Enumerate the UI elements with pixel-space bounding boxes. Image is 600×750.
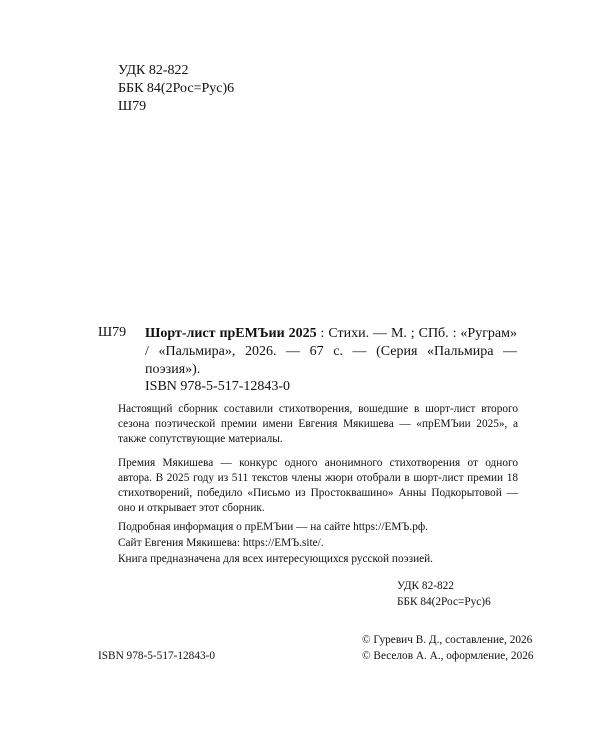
author-code: Ш79 xyxy=(118,99,147,114)
udk-code-bottom: УДК 82-822 xyxy=(397,580,454,592)
book-title: Шорт-лист прЕМЪии 2025 xyxy=(145,326,317,341)
annotation-paragraph-1: Настоящий сборник составили стихотворения, вошедшие в шорт-лист второго сезона поэтической премии имени Евгения Мякишева — «прЕМЪии 2025», а также сопутствующие материалы. xyxy=(118,403,518,445)
bbk-code: ББК 84(2Рос=Рус)6 xyxy=(118,81,235,96)
annotation-paragraph-2: Премия Мякишева — конкурс одного анонимного стихотворения от одного автора. В 2025 году из 511 текстов члены жюри отобрали в шорт-лист премии 18 стихотворений, победило «Письмо из Простоквашино» Анны Подкорытовой — оно и открывает этот сборник. xyxy=(118,457,518,514)
isbn-main: ISBN 978-5-517-12843-0 xyxy=(145,379,291,394)
info-line: Подробная информация о прЕМЪии — на сайте https://ЕМЪ.рф. xyxy=(118,521,429,533)
bbk-code-bottom: ББК 84(2Рос=Рус)6 xyxy=(397,596,491,608)
site-line: Сайт Евгения Мякишева: https://ЕМЪ.site/. xyxy=(118,537,324,549)
bibliographic-entry xyxy=(145,325,517,379)
copyright-line-2: © Веселов А. А., оформление, 2026 xyxy=(362,650,534,662)
udk-code: УДК 82-822 xyxy=(118,63,189,78)
copyright-line-1: © Гуревич В. Д., составление, 2026 xyxy=(362,634,533,646)
audience-line: Книга предназначена для всех интересующихся русской поэзией. xyxy=(118,553,433,565)
bibliographic-details: : Стихи. — М. ; СПб. : «Руграм» / «Пальмира», 2026. — 67 с. — (Серия «Пальмира — поэзия»). xyxy=(145,326,518,377)
isbn-bottom: ISBN 978-5-517-12843-0 xyxy=(98,650,216,662)
author-code-main: Ш79 xyxy=(98,325,127,340)
